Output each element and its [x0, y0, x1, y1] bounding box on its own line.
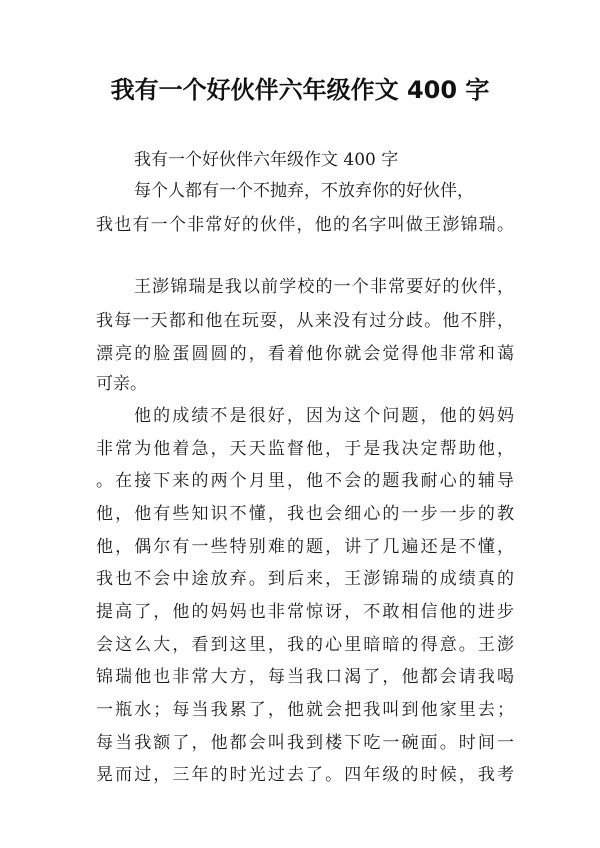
text-line: 一瓶水；每当我累了，他就会把我叫到他家里去；	[96, 700, 514, 720]
text-line: 非常为他着急，天天监督他，于是我决定帮助他，	[96, 439, 514, 459]
text-line: 我也不会中途放弃。到后来，王澎锦瑞的成绩真的	[96, 569, 514, 589]
text-line: 会这么大，看到这里，我的心里暗暗的得意。王澎	[96, 635, 514, 655]
text-line: 锦瑞他也非常大方，每当我口渴了，他都会请我喝	[96, 667, 514, 687]
subtitle-line: 我有一个好伙伴六年级作文 400 字	[134, 150, 399, 170]
text-line: 提高了，他的妈妈也非常惊讶，不敢相信他的进步	[96, 602, 514, 622]
text-line: 他，偶尔有一些特别难的题，讲了几遍还是不懂，	[96, 537, 514, 557]
text-line: 。在接下来的两个月里，他不会的题我耐心的辅导	[96, 471, 514, 491]
text-line: 他的成绩不是很好，因为这个问题，他的妈妈	[134, 406, 514, 426]
text-line: 他，他有些知识不懂，我也会细心的一步一步的教	[96, 504, 514, 524]
text-line: 每个人都有一个不抛弃，不放弃你的好伙伴，	[134, 181, 474, 201]
text-line: 晃而过，三年的时光过去了。四年级的时候，我考	[96, 765, 514, 785]
text-line: 每当我额了，他都会叫我到楼下吃一碗面。时间一	[96, 733, 514, 753]
text-line: 可亲。	[96, 374, 147, 394]
text-line: 王澎锦瑞是我以前学校的一个非常要好的伙伴，	[134, 277, 514, 297]
text-line: 我每一天都和他在玩耍，从来没有过分歧。他不胖，	[96, 311, 514, 331]
document-title: 我有一个好伙伴六年级作文 400 字	[110, 76, 490, 104]
text-line: 我也有一个非常好的伙伴，他的名字叫做王澎锦瑞。	[96, 215, 514, 235]
text-line: 漂亮的脸蛋圆圆的，看着他你就会觉得他非常和蔼	[96, 344, 514, 364]
